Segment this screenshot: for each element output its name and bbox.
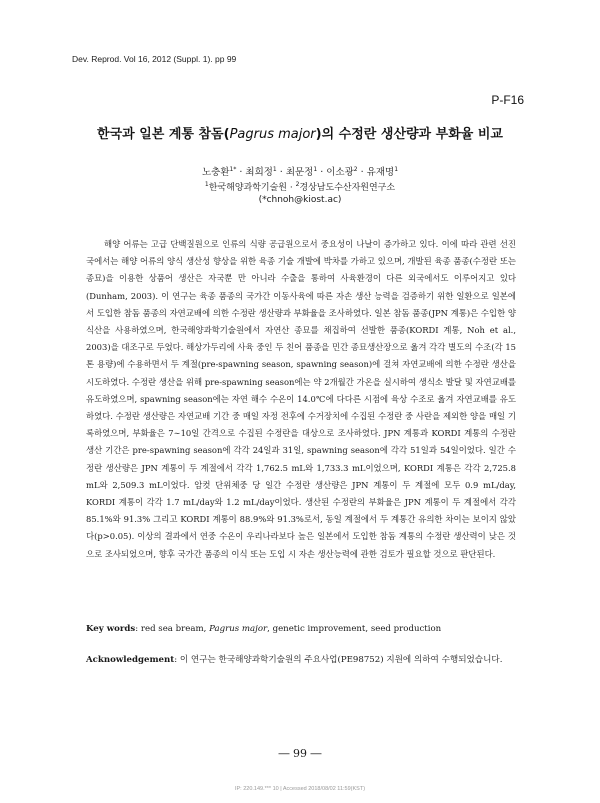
poster-code: P-F16: [491, 93, 524, 107]
title-after: )의 수정란 생산량과 부화율 비교: [315, 127, 503, 142]
title-species: Pagrus major: [229, 127, 316, 142]
access-footer: IP: 220.149.*** 10 | Accessed 2018/08/02 11:59(KST): [234, 786, 366, 792]
author: 노충환$^{1*}$: [201, 165, 237, 178]
paper-title: [0, 123, 600, 142]
author: 이소광$^2$: [326, 165, 358, 178]
author: 유재명$^1$: [366, 165, 399, 178]
keywords-label: Key words: [86, 624, 136, 634]
journal-header: Dev. Reprod. Vol 16, 2012 (Suppl. 1). pp 99: [72, 54, 237, 64]
acknowledgement-label: Acknowledgement: [86, 655, 175, 665]
abstract-body: [86, 236, 516, 563]
author: 최문정$^1$: [285, 165, 318, 178]
contact-email: (*chnoh@kiost.ac): [258, 195, 342, 205]
author-list: 노충환$^{1*}$ · 최희정$^1$ · 최문정$^1$ · 이소광$^2$ · 유재명$^1$: [201, 165, 399, 178]
affiliations: $^1$한국해양과학기술원 · $^2$경상남도수산자원연구소: [204, 181, 396, 193]
abstract-paragraph: 해양 어류는 고급 단백질원으로 인류의 식량 공급원으로서 중요성이 나날이 증가하고 있다. 이에 따라 관련 선진국에서는 해양 어류의 양식 생산성 향상을 위한 육종 기술 개발에 박차를 가하고 있으며, 개발된 육종 품종(수정란 또는 종묘)을 이용한 상품어 생산은 자국뿐 만 아니라 수출을 통하여 사육환경이 다른 외국에서도 이루어지고 있다(Dunham, 2003). 이 연구는 육종 품종의 국가간 이동사육에 따른 자손 생산 능력을 검증하기 위한 일환으로 일본에서 도입한 참돔 품종의 자연교배에 의한 수정란 생산량과 부화율을 조사하였다. 일본 참돔 품종(JPN 계통)은 수입한 양식산을 사용하였으며, 한국해양과학기술원에서 자연산 종묘를 채집하여 선발한 품종(KORDI 계통, Noh et al., 2003)을 대조구로 두었다. 해상가두리에 사육 중인 두 친어 품종을 민간 종묘생산장으로 옮겨 각각 별도의 수조(각 15톤 용량)에 수용하면서 두 계절(pre-spawning season, spawning season)에 걸쳐 자연교배에 의한 수정란 생산을 시도하였다. 수정란 생산을 위해 pre-spawning season에는 약 2개월간 가온을 실시하여 생식소 발달 및 자연교배를 유도하였으며, spawning season에는 자연 해수 수온이 14.0℃에 다다른 시점에 육상 수조로 옮겨 자연교배를 유도하였다. 수정란 생산량은 자연교배 기간 중 매일 자정 전후에 수거장치에 수집된 수정란 중 사란을 제외한 양을 매일 기록하였으며, 부화율은 7∼10일 간격으로 수집된 수정란을 대상으로 조사하였다. JPN 계통과 KORDI 계통의 수정란 생산 기간은 pre-spawning season에 각각 24일과 31일, spawning season에 각각 51일과 54일이었다. 일간 수정란 생산량은 JPN 계통이 두 계절에서 각각 1,762.5 mL와 1,733.3 mL이었으며, KORDI 계통은 각각 2,725.8 mL와 2,509.3 mL이었다. 암컷 단위체중 당 일간 수정란 생산량은 JPN 계통이 두 계절에 모두 0.9 mL/day, KORDI 계통이 각각 1.7 mL/day와 1.2 mL/day이었다. 생산된 수정란의 부화율은 JPN 계통이 두 계절에서 각각 85.1%와 91.3% 그리고 KORDI 계통이 88.9%와 91.3%로서, 동일 계절에서 두 계통간 유의한 차이는 보이지 않았다(p>0.05). 이상의 결과에서 연중 수온이 우리나라보다 높은 일본에서 도입한 참돔 계통의 수정란 생산력이 낮은 것으로 조사되었으며, 향후 국가간 품종의 이식 또는 도입 시 자손 생산능력에 관한 검토가 필요할 것으로 판단된다.: [86, 239, 516, 559]
author: 최희정$^1$: [245, 165, 277, 178]
title-before: 한국과 일본 계통 참돔(: [97, 127, 230, 142]
page-number: ― 99 ―: [278, 747, 322, 760]
keywords: Key words: red sea bream, Pagrus major, genetic improvement, seed production: [86, 624, 442, 634]
acknowledgement: Acknowledgement: 이 연구는 한국해양과학기술원의 주요사업(PE98752) 지원에 의하여 수행되었습니다.: [86, 655, 503, 665]
